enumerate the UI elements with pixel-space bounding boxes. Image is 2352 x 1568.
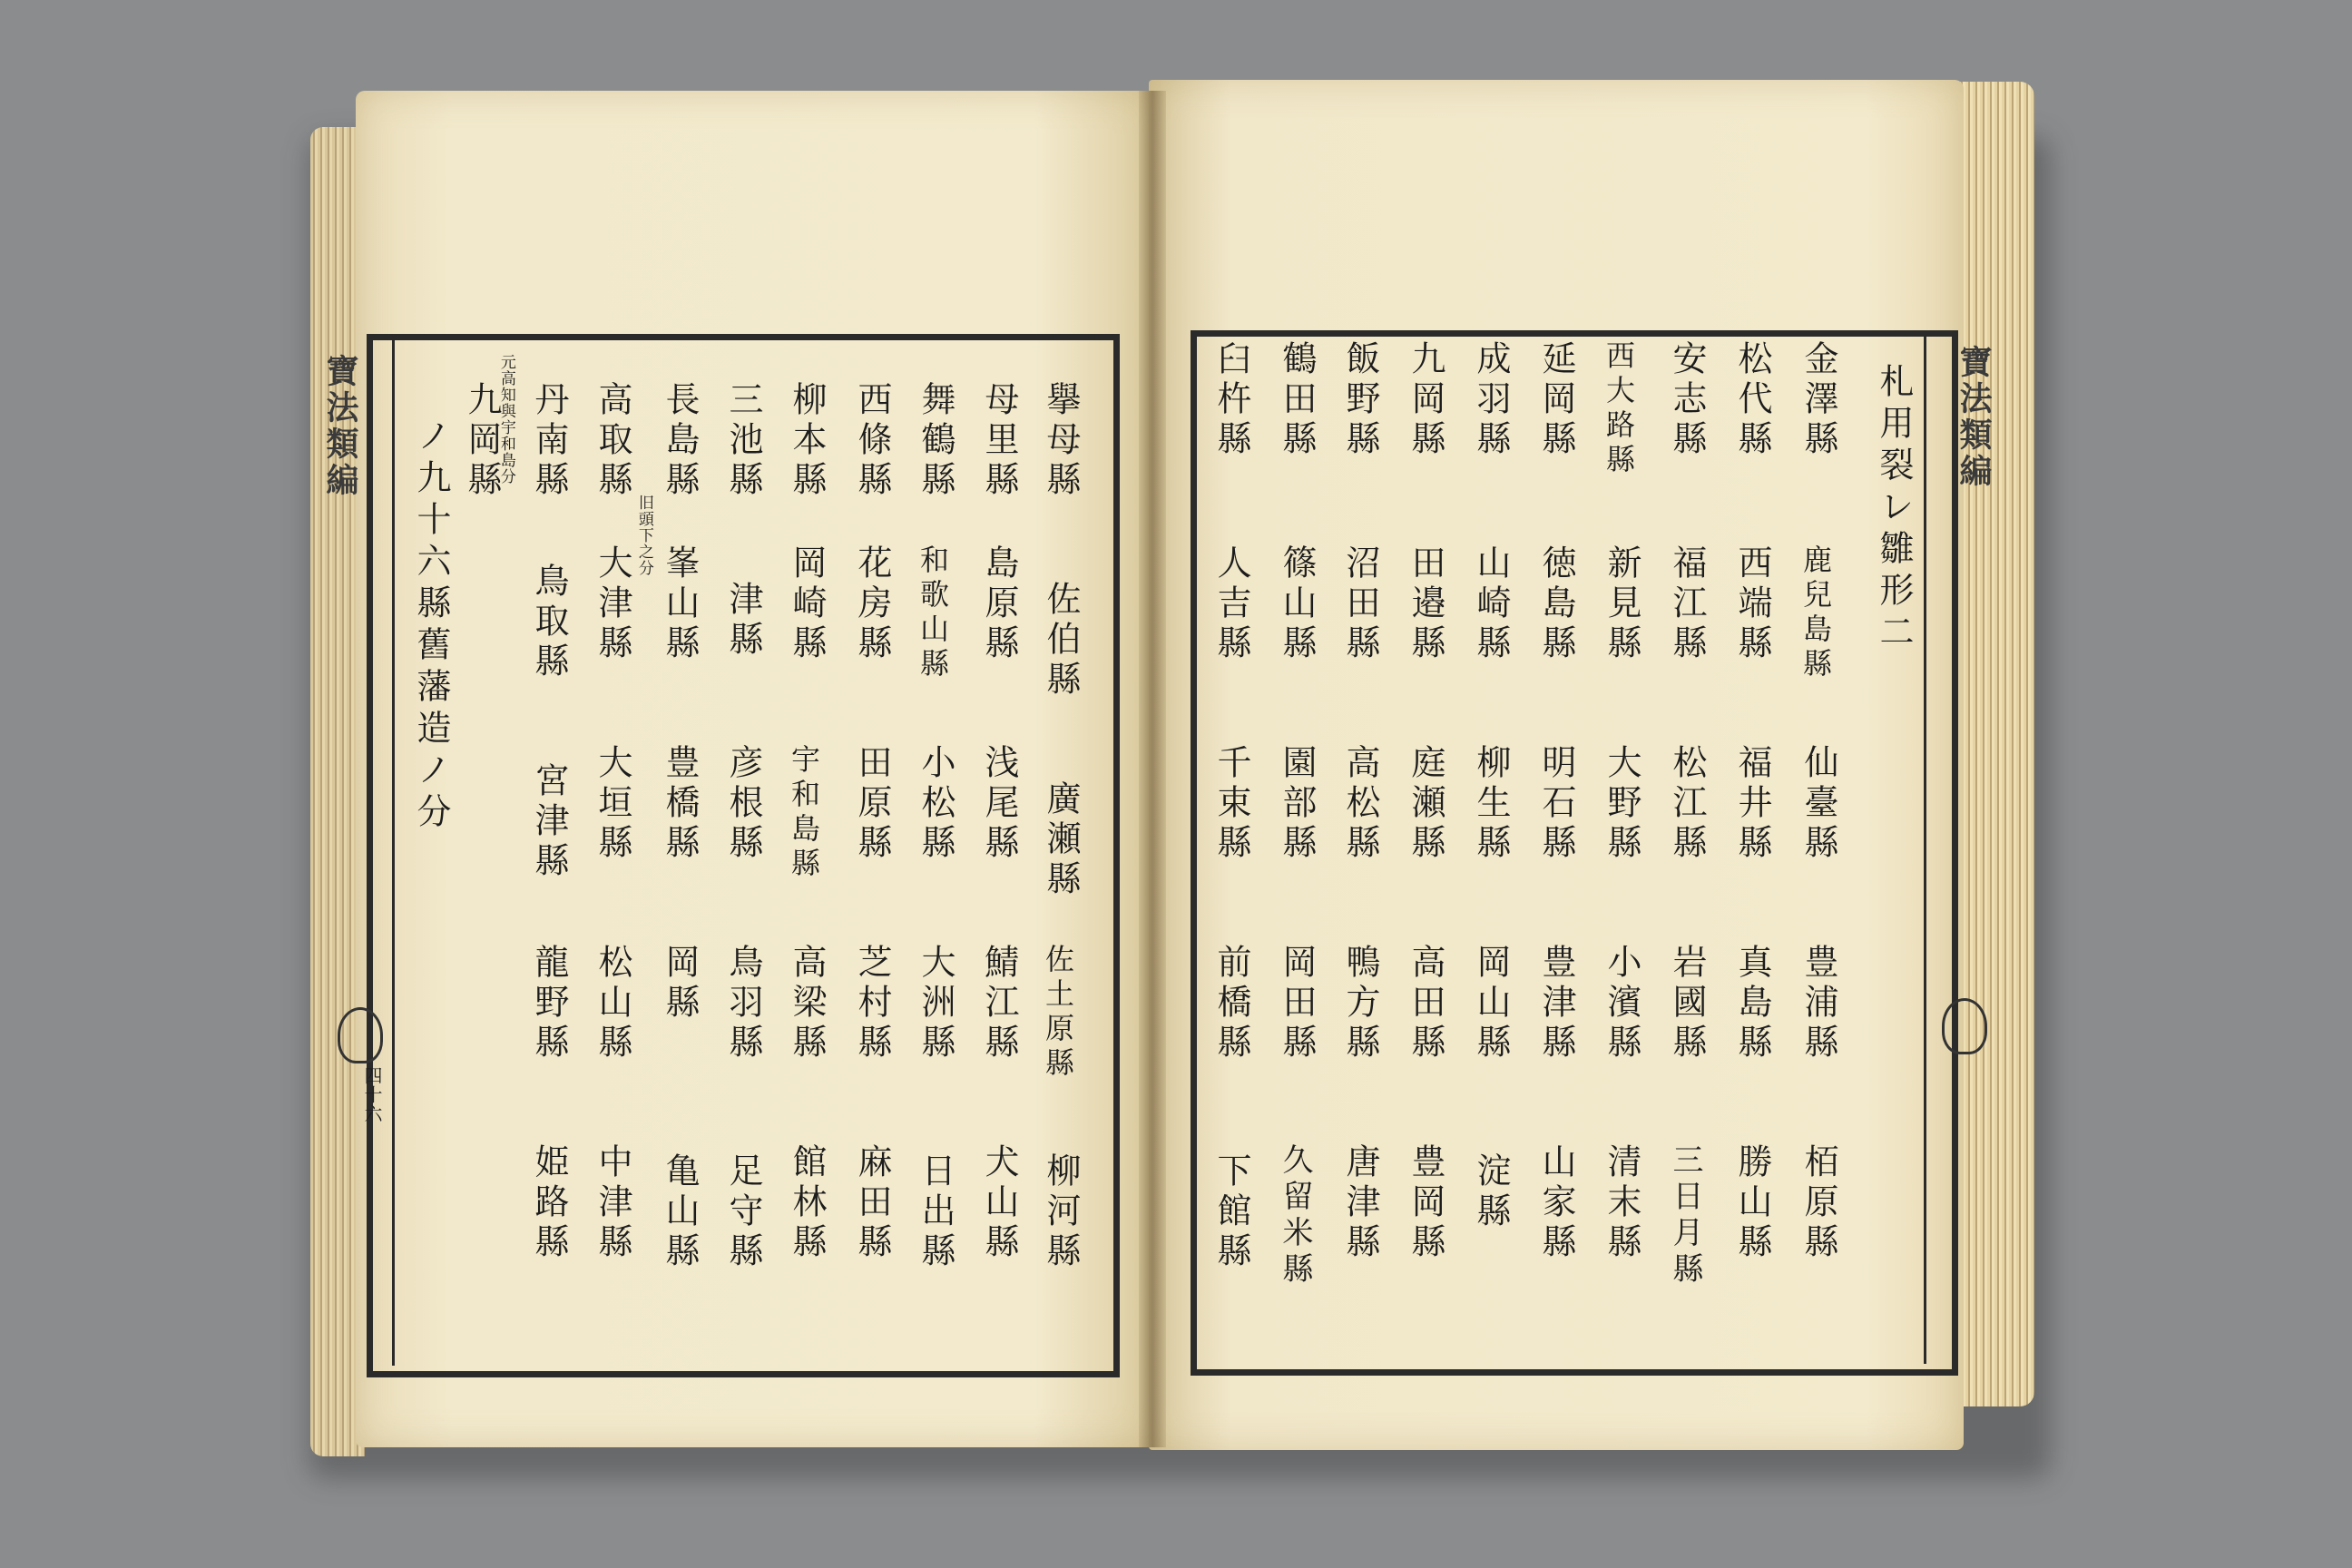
list-item: 姫路縣 [529, 1143, 569, 1263]
list-item: 山家縣 [1536, 1143, 1576, 1263]
list-item: 長島縣 [660, 381, 700, 501]
list-item: 宮津縣 [529, 762, 569, 882]
annotation-note: 旧頭下之分 [634, 495, 653, 576]
list-item: 金澤縣 [1798, 340, 1838, 460]
list-item: 三池縣 [723, 381, 763, 501]
list-item: 丹南縣 [529, 381, 569, 501]
list-item: 鴨方縣 [1340, 944, 1380, 1063]
list-item: 浅尾縣 [979, 744, 1019, 864]
list-item: 山崎縣 [1471, 544, 1511, 664]
section-subtitle: ノ九十六縣舊藩造ノ分 [411, 417, 451, 835]
list-item: 岡田縣 [1277, 944, 1317, 1063]
list-item: 花房縣 [852, 544, 892, 664]
list-item: 犬山縣 [979, 1143, 1019, 1263]
list-item: 臼杵縣 [1211, 340, 1251, 460]
list-item: 小濱縣 [1602, 944, 1642, 1063]
list-item: 岡山縣 [1471, 944, 1511, 1063]
list-item: 大垣縣 [593, 744, 632, 864]
list-item: 沼田縣 [1340, 544, 1380, 664]
list-item: 豊津縣 [1536, 944, 1576, 1063]
list-item: 飯野縣 [1340, 340, 1380, 460]
list-item: 九岡縣 [462, 381, 502, 501]
list-item: 中津縣 [593, 1143, 632, 1263]
annotation-note: 元高知與宇和島分 [496, 354, 515, 485]
list-item: 豊浦縣 [1798, 944, 1838, 1063]
list-item: 篠山縣 [1277, 544, 1317, 664]
left-fishtail-mark [338, 1007, 383, 1063]
list-item: 佐伯縣 [1041, 581, 1081, 701]
list-item: 廣瀬縣 [1041, 780, 1081, 900]
page-number: 四十六 [361, 1066, 383, 1123]
right-frame-inner-rule [1924, 334, 1926, 1364]
list-item: 柳生縣 [1471, 744, 1511, 864]
right-fishtail-mark [1942, 998, 1987, 1054]
list-item: 豊岡縣 [1406, 1143, 1446, 1263]
list-item: 擧母縣 [1041, 381, 1081, 501]
list-item: 久留米縣 [1277, 1143, 1313, 1289]
list-item: 津縣 [723, 581, 763, 661]
list-item: 佐土原縣 [1041, 944, 1075, 1082]
section-heading: 札用裂レ雛形二 [1874, 363, 1914, 655]
list-item: 安志縣 [1667, 340, 1707, 460]
right-edge-title: 寶法類編 [1955, 345, 1993, 490]
list-item: 清末縣 [1602, 1143, 1642, 1263]
list-item: 田原縣 [852, 744, 892, 864]
list-item: 成羽縣 [1471, 340, 1511, 460]
list-item: 松代縣 [1732, 340, 1772, 460]
list-item: 真島縣 [1732, 944, 1772, 1063]
list-item: 明石縣 [1536, 744, 1576, 864]
list-item: 九岡縣 [1406, 340, 1446, 460]
list-item: 三日月縣 [1667, 1143, 1703, 1289]
list-item: 舞鶴縣 [916, 381, 956, 501]
list-item: 大野縣 [1602, 744, 1642, 864]
list-item: 高梁縣 [787, 944, 827, 1063]
list-item: 島原縣 [979, 544, 1019, 664]
list-item: 西端縣 [1732, 544, 1772, 664]
list-item: 岩國縣 [1667, 944, 1707, 1063]
list-item: 田邉縣 [1406, 544, 1446, 664]
list-item: 柳本縣 [787, 381, 827, 501]
list-item: 和歌山縣 [916, 544, 950, 682]
list-item: 鳥取縣 [529, 563, 569, 682]
list-item: 人吉縣 [1211, 544, 1251, 664]
list-item: 西條縣 [852, 381, 892, 501]
list-item: 峯山縣 [660, 544, 700, 664]
list-item: 豊橋縣 [660, 744, 700, 864]
list-item: 岡縣 [660, 944, 700, 1024]
list-item: 下館縣 [1211, 1152, 1251, 1272]
list-item: 西大路縣 [1602, 340, 1636, 478]
list-item: 高松縣 [1340, 744, 1380, 864]
list-item: 仙臺縣 [1798, 744, 1838, 864]
list-item: 新見縣 [1602, 544, 1642, 664]
list-item: 鳥羽縣 [723, 944, 763, 1063]
list-item: 大津縣 [593, 544, 632, 664]
list-item: 高田縣 [1406, 944, 1446, 1063]
list-item: 大洲縣 [916, 944, 956, 1063]
list-item: 松江縣 [1667, 744, 1707, 864]
list-item: 芝村縣 [852, 944, 892, 1063]
list-item: 麻田縣 [852, 1143, 892, 1263]
list-item: 淀縣 [1471, 1152, 1511, 1232]
list-item: 日出縣 [916, 1152, 956, 1272]
list-item: 小松縣 [916, 744, 956, 864]
list-item: 鶴田縣 [1277, 340, 1317, 460]
list-item: 延岡縣 [1536, 340, 1576, 460]
list-item: 園部縣 [1277, 744, 1317, 864]
list-item: 唐津縣 [1340, 1143, 1380, 1263]
list-item: 柳河縣 [1041, 1152, 1081, 1272]
list-item: 松山縣 [593, 944, 632, 1063]
list-item: 勝山縣 [1732, 1143, 1772, 1263]
list-item: 鯖江縣 [979, 944, 1019, 1063]
list-item: 庭瀬縣 [1406, 744, 1446, 864]
book-gutter [1139, 91, 1166, 1447]
list-item: 千束縣 [1211, 744, 1251, 864]
list-item: 前橋縣 [1211, 944, 1251, 1063]
left-edge-title: 寶法類編 [321, 354, 359, 499]
list-item: 龍野縣 [529, 944, 569, 1063]
list-item: 栢原縣 [1798, 1143, 1838, 1263]
list-item: 徳島縣 [1536, 544, 1576, 664]
list-item: 館林縣 [787, 1143, 827, 1263]
left-frame-inner-rule [392, 338, 395, 1366]
list-item: 母里縣 [979, 381, 1019, 501]
list-item: 高取縣 [593, 381, 632, 501]
list-item: 鹿兒島縣 [1798, 544, 1833, 682]
list-item: 彦根縣 [723, 744, 763, 864]
list-item: 岡崎縣 [787, 544, 827, 664]
list-item: 宇和島縣 [787, 744, 821, 882]
list-item: 福江縣 [1667, 544, 1707, 664]
list-item: 足守縣 [723, 1152, 763, 1272]
list-item: 亀山縣 [660, 1152, 700, 1272]
list-item: 福井縣 [1732, 744, 1772, 864]
